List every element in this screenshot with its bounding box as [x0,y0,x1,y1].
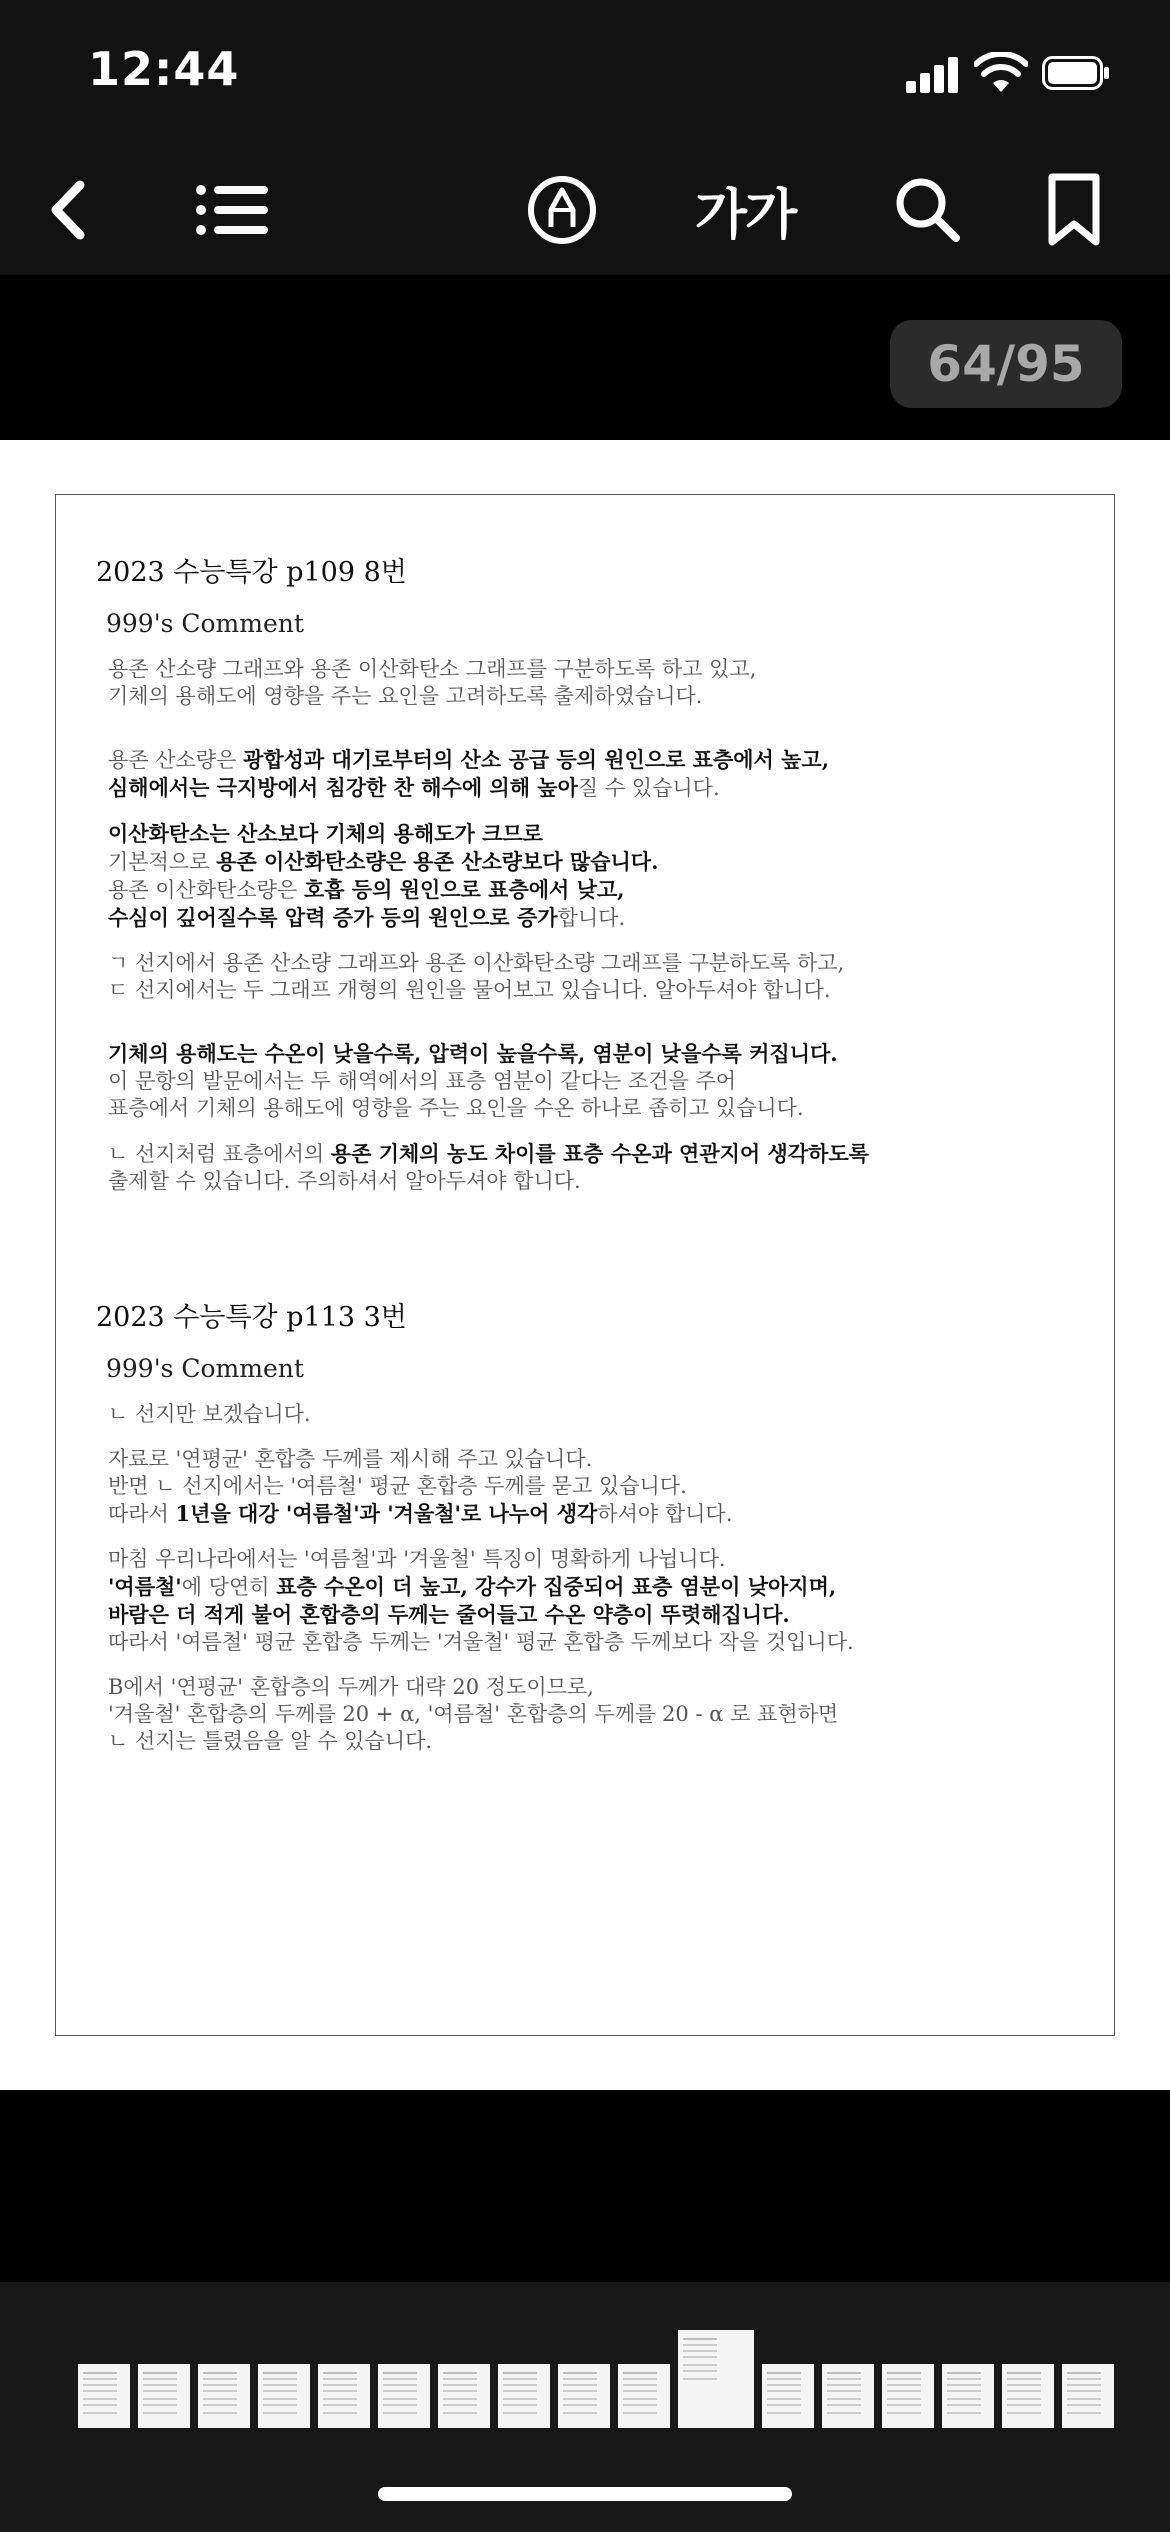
section-title: 2023 수능특강 p109 8번 [96,557,407,588]
text-line: 심해에서는 극지방에서 침강한 찬 해수에 의해 높아질 수 있습니다. [108,775,720,800]
text-line: ㄱ 선지에서 용존 산소량 그래프와 용존 이산화탄소량 그래프를 구분하도록 하고, [108,951,845,975]
status-time: 12:44 [88,42,240,96]
page-thumbnail[interactable] [378,2364,430,2428]
text-line: 바람은 더 적게 불어 혼합층의 두께는 줄어들고 수온 약층이 뚜렷해집니다. [108,1602,790,1627]
page-thumbnail[interactable] [618,2364,670,2428]
search-icon [892,174,964,246]
paragraph [108,1546,1076,1656]
document-frame [55,494,1115,2036]
list-icon [194,180,270,240]
table-of-contents-button[interactable] [192,170,272,250]
paragraph [108,820,1076,932]
document-content [96,550,1076,1755]
reader-toolbar [0,140,1170,275]
page-thumbnail[interactable] [138,2364,190,2428]
page-thumbnail[interactable] [558,2364,610,2428]
page-thumbnail[interactable] [882,2364,934,2428]
text-line: ㄷ 선지에서는 두 그래프 개형의 원인을 물어보고 있습니다. 알아두셔야 합니다. [108,978,831,1002]
text-line: B에서 '연평균' 혼합층의 두께가 대략 20 정도이므로, [108,1675,594,1699]
text-line: 용존 산소량은 광합성과 대기로부터의 산소 공급 등의 원인으로 표층에서 높고, [108,747,830,772]
page-thumbnail[interactable] [1062,2364,1114,2428]
page-thumbnail[interactable] [438,2364,490,2428]
text-line: '겨울철' 혼합층의 두께를 20 + α, '여름철' 혼합층의 두께를 20 - α 로 표현하면 [108,1702,839,1726]
paragraph [108,1401,1076,1428]
text-line: 자료로 '연평균' 혼합층 두께를 제시해 주고 있습니다. [108,1447,593,1471]
text-line: 수심이 깊어질수록 압력 증가 등의 원인으로 증가합니다. [108,905,626,930]
wifi-icon [974,52,1028,94]
document-page[interactable] [0,440,1170,2090]
battery-icon [1042,56,1110,90]
text-line: 용존 이산화탄소량은 호흡 등의 원인으로 표층에서 낮고, [108,877,625,902]
comment-title: 999's Comment [106,609,304,638]
thumbnail-strip [78,2330,1122,2428]
text-line: 출제할 수 있습니다. 주의하셔서 알아두셔야 합니다. [108,1169,581,1193]
page-thumbnail[interactable] [318,2364,370,2428]
page-counter-area [0,275,1170,439]
bookmark-button[interactable] [1034,170,1114,250]
markup-pen-icon [526,174,598,246]
annotate-button[interactable] [522,170,602,250]
font-size-button[interactable]: 가가 [694,182,796,246]
page-thumbnail[interactable] [498,2364,550,2428]
text-line: 따라서 1년을 대강 '여름철'과 '겨울철'로 나누어 생각하셔야 합니다. [108,1501,733,1526]
bookmark-icon [1046,172,1102,248]
text-line: 마침 우리나라에서는 '여름철'과 '겨울철' 특징이 명확하게 나뉩니다. [108,1547,726,1571]
text-line: 기체의 용해도에 영향을 주는 요인을 고려하도록 출제하였습니다. [108,684,703,708]
text-line: 이 문항의 발문에서는 두 해역에서의 표층 염분이 같다는 조건을 주어 [108,1069,737,1093]
page-thumbnail-current[interactable] [678,2330,754,2428]
chevron-left-icon [40,175,100,245]
comment-title: 999's Comment [106,1354,304,1383]
page-thumbnail[interactable] [198,2364,250,2428]
paragraph [108,1674,1076,1755]
home-indicator [378,2487,792,2501]
page-thumbnail[interactable] [942,2364,994,2428]
paragraph [108,656,1076,710]
text-line: ㄴ 선지만 보겠습니다. [108,1402,311,1426]
text-line: ㄴ 선지는 틀렸음을 알 수 있습니다. [108,1729,433,1753]
paragraph [108,1446,1076,1528]
page-thumbnail[interactable] [762,2364,814,2428]
text-line: 반면 ㄴ 선지에서는 '여름철' 평균 혼합층 두께를 묻고 있습니다. [108,1474,687,1498]
page-counter: 64/95 [890,320,1122,408]
paragraph [108,950,1076,1004]
page-thumbnail[interactable] [258,2364,310,2428]
text-line: 표층에서 기체의 용해도에 영향을 주는 요인을 수온 하나로 좁히고 있습니다. [108,1096,804,1120]
text-line: 기본적으로 용존 이산화탄소량은 용존 산소량보다 많습니다. [108,849,659,874]
paragraph [108,1040,1076,1122]
cellular-signal-icon [906,55,960,93]
text-line: 기체의 용해도는 수온이 낮을수록, 압력이 높을수록, 염분이 낮을수록 커집니다. [108,1041,838,1066]
page-thumbnail[interactable] [822,2364,874,2428]
search-button[interactable] [888,170,968,250]
paragraph [108,746,1076,802]
paragraph [108,1140,1076,1195]
text-line: ㄴ 선지처럼 표층에서의 용존 기체의 농도 차이를 표층 수온과 연관지어 생각하도록 [108,1141,869,1166]
page-thumbnail[interactable] [1002,2364,1054,2428]
back-button[interactable] [30,170,110,250]
text-line: 이산화탄소는 산소보다 기체의 용해도가 크므로 [108,821,543,846]
section-title: 2023 수능특강 p113 3번 [96,1302,407,1333]
status-bar [0,0,1170,140]
text-line: 따라서 '여름철' 평균 혼합층 두께는 '겨울철' 평균 혼합층 두께보다 작을 것입니다. [108,1630,854,1654]
text-line: '여름철'에 당연히 표층 수온이 더 높고, 강수가 집중되어 표층 염분이 낮아지며, [108,1574,837,1599]
page-thumbnail[interactable] [78,2364,130,2428]
text-line: 용존 산소량 그래프와 용존 이산화탄소 그래프를 구분하도록 하고 있고, [108,657,757,681]
